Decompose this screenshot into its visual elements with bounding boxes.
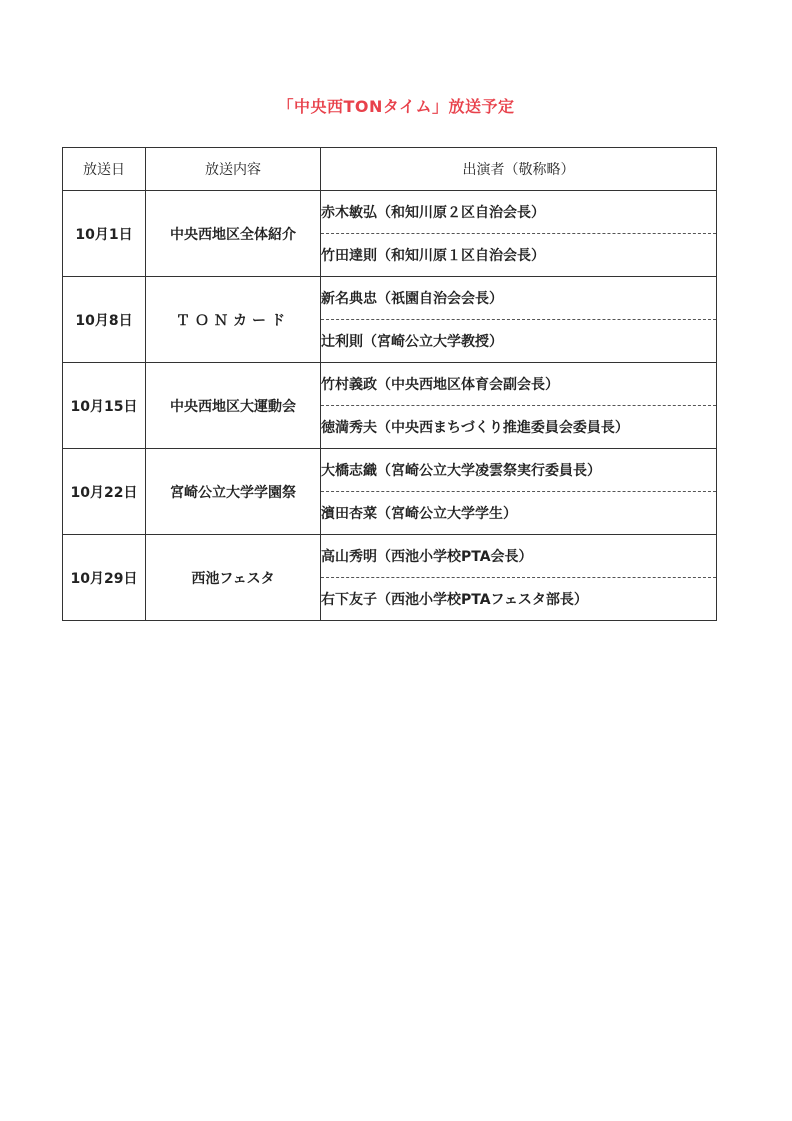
performer: 赤木敏弘（和知川原２区自治会長） [321,191,717,234]
broadcast-date: 10月1日 [63,191,146,277]
performer: 濱田杏菜（宮崎公立大学学生） [321,492,717,535]
table-row [63,277,717,320]
performer: 竹田達則（和知川原１区自治会長） [321,234,717,277]
header-date: 放送日 [63,148,146,191]
table-row [63,449,717,492]
broadcast-date: 10月22日 [63,449,146,535]
broadcast-content: 中央西地区全体紹介 [146,191,321,277]
broadcast-content: 宮崎公立大学学園祭 [146,449,321,535]
broadcast-content: ＴＯＮカード [146,277,321,363]
broadcast-date: 10月8日 [63,277,146,363]
performer: 高山秀明（西池小学校PTA会長） [321,535,717,578]
broadcast-date: 10月29日 [63,535,146,621]
header-performers: 出演者（敬称略） [321,148,717,191]
header-row [63,148,717,191]
broadcast-schedule-table [62,147,717,621]
table-row [63,363,717,406]
broadcast-date: 10月15日 [63,363,146,449]
broadcast-content: 中央西地区大運動会 [146,363,321,449]
header-content: 放送内容 [146,148,321,191]
table-row [63,535,717,578]
performer: 新名典忠（祇園自治会会長） [321,277,717,320]
performer: 大橋志織（宮崎公立大学凌雲祭実行委員長） [321,449,717,492]
broadcast-content: 西池フェスタ [146,535,321,621]
page-title: 「中央西TONタイム」放送予定 [277,97,515,116]
performer: 右下友子（西池小学校PTAフェスタ部長） [321,578,717,621]
performer: 辻利則（宮崎公立大学教授） [321,320,717,363]
table-row [63,191,717,234]
performer: 竹村義政（中央西地区体育会副会長） [321,363,717,406]
performer: 徳満秀夫（中央西まちづくり推進委員会委員長） [321,406,717,449]
